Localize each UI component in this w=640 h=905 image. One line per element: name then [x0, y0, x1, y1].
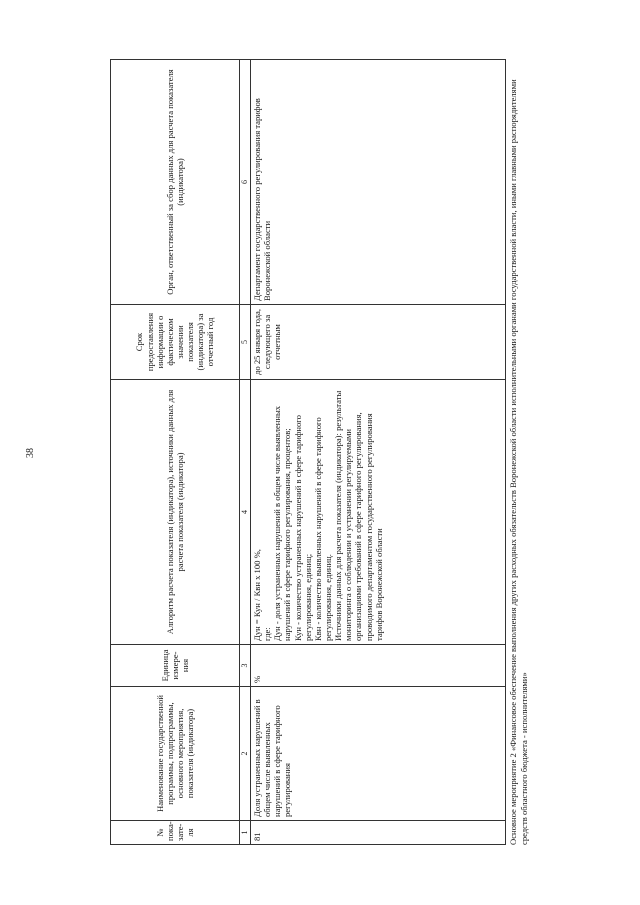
definition-line: Дун - доля устраненных нарушений в общем числе выявленных нарушений в сфере тарифного регулирования, процентов;: [272, 405, 293, 641]
header-cell: Единица измере-ния: [111, 645, 240, 687]
table-row: [251, 60, 506, 845]
data-source-line: Источники данных для расчета показателя (индикатора): результаты мониторинга о соблюдении и устранении регулируемыми организациями требований в сфере тарифного регулирования, проводимого департаментом государственного регулирования тарифов Воронежской области: [333, 390, 384, 641]
table-header-row: [111, 60, 240, 845]
indicator-name: Доля устраненных нарушений в общем числе выявленных нарушений в сфере тарифного регулирования: [251, 687, 506, 821]
indicator-number: 81: [251, 821, 506, 845]
header-cell: № пока-зате-ля: [111, 821, 240, 845]
indicator-table: [110, 59, 506, 845]
indicator-algorithm: [251, 380, 506, 645]
header-cell: Орган, ответственный за сбор данных для расчета показателя (индикатора): [111, 60, 240, 305]
header-cell: Наименование государственной программы, подпрограммы, основного мероприятия, показателя (индикатора): [111, 687, 240, 821]
indicator-deadline: до 25 января года, следующего за отчетным: [251, 305, 506, 380]
rotated-landscape-page: [110, 60, 540, 845]
definition-line: Кун - количество устраненных нарушений в сфере тарифного регулирования, единиц;: [292, 415, 313, 641]
indicator-responsible: Департамент государственного регулирования тарифов Воронежской области: [251, 60, 506, 305]
footer-note: Основное мероприятие 2 «Финансовое обеспечение выполнения других расходных обязательств Воронежской области исполнительными органами государственной власти, иными главными распорядителями средств областного бюджета - исполнителями»: [508, 79, 529, 845]
page-number: 38: [25, 448, 36, 458]
header-cell: Алгоритм расчета показателя (индикатора), источники данных для расчета показателя (индикатора): [111, 380, 240, 645]
column-number: 3: [240, 645, 251, 687]
column-number: 6: [240, 60, 251, 305]
column-number: 1: [240, 821, 251, 845]
indicator-unit: %: [251, 645, 506, 687]
column-number-row: [240, 60, 251, 845]
column-number: 2: [240, 687, 251, 821]
header-cell: Срок предоставления информации о фактическом значении показателя (индикатора) за отчетный год: [111, 305, 240, 380]
column-number: 5: [240, 305, 251, 380]
formula-line: Дун = Кун / Квн х 100 %,: [252, 549, 262, 641]
column-number: 4: [240, 380, 251, 645]
definition-line: Квн - количество выявленных нарушений в сфере тарифного регулирования, единиц.: [312, 417, 333, 641]
where-line: где:: [262, 627, 273, 641]
